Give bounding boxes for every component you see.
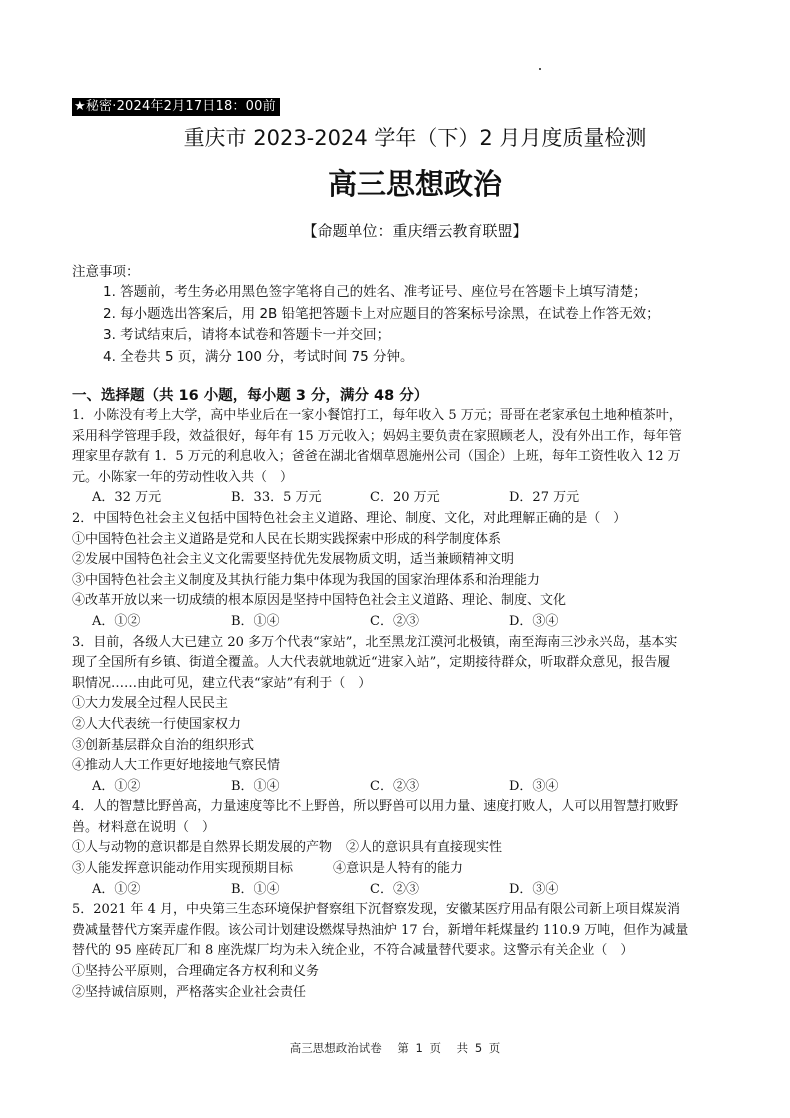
question-stem-line: 采用科学管理手段，效益很好，每年有 15 万元收入；妈妈主要负责在家照顾老人，没有外出工作，每年管	[72, 428, 682, 444]
option-a: A．32 万元	[92, 490, 162, 506]
statement: ③中国特色社会主义制度及其执行能力集中体现为我国的国家治理体系和治理能力	[72, 572, 541, 588]
statement: ①人与动物的意识都是自然界长期发展的产物	[72, 840, 333, 856]
statement: ④改革开放以来一切成绩的根本原因是坚持中国特色社会主义道路、理论、制度、文化	[72, 593, 567, 609]
page-suffix: 页	[429, 1041, 441, 1055]
answer-options	[72, 880, 722, 901]
statement: ②人大代表统一行使国家权力	[72, 716, 242, 732]
question-stem-line: 元。小陈家一年的劳动性收入共（ ）	[72, 469, 294, 485]
question-stem-line: 1．小陈没有考上大学，高中毕业后在一家小餐馆打工，每年收入 5 万元；哥哥在老家承包土地种植茶叶，	[72, 408, 682, 423]
section-title: 一、选择题（共 16 小题，每小题 3 分，满分 48 分）	[72, 388, 429, 404]
question-5	[72, 900, 722, 1003]
statement: ①中国特色社会主义道路是党和人民在长期实践探索中形成的科学制度体系	[72, 531, 502, 547]
subject-title: 高三思想政治	[327, 167, 502, 201]
statement-row	[72, 838, 722, 859]
confidential-label: ★秘密·2024年2月17日18：00前	[72, 98, 280, 116]
notes-heading: 注意事项：	[72, 264, 140, 280]
option-c: C．②③	[370, 613, 419, 629]
option-c: C．20 万元	[370, 490, 440, 506]
statement: ②发展中国特色社会主义文化需要坚持优先发展物质文明，适当兼顾精神文明	[72, 552, 515, 568]
total-prefix: 共	[456, 1041, 469, 1055]
page-footer	[0, 1040, 790, 1056]
answer-options	[72, 488, 722, 509]
stray-dot	[539, 68, 541, 70]
question-1	[72, 406, 722, 509]
answer-options	[72, 777, 722, 798]
option-b: B．①④	[231, 778, 280, 794]
exam-title: 重庆市 2023-2024 学年（下）2 月月度质量检测	[183, 126, 647, 150]
question-2	[72, 509, 722, 633]
answer-options	[72, 612, 722, 633]
footer-page	[397, 1041, 441, 1055]
total-suffix: 页	[488, 1041, 501, 1055]
question-stem-line: 费减量替代方案弄虚作假。该公司计划建设燃煤导热油炉 17 台，新增年耗煤量约 110.9 万吨，但作为减量	[72, 922, 689, 938]
author-unit: 【命题单位：重庆缙云教育联盟】	[302, 222, 528, 240]
option-d: D．③④	[509, 613, 559, 629]
statement-row	[72, 859, 722, 880]
question-stem-line: 兽。材料意在说明（ ）	[72, 819, 216, 835]
note-item: 1. 答题前，考生务必用黑色签字笔将自己的姓名、准考证号、座位号在答题卡上填写清楚；	[103, 284, 647, 300]
statement: ①大力发展全过程人民民主	[72, 696, 229, 712]
question-3	[72, 633, 722, 798]
question-4	[72, 797, 722, 900]
page-prefix: 第	[397, 1041, 409, 1055]
note-item: 4. 全卷共 5 页，满分 100 分，考试时间 75 分钟。	[103, 348, 414, 365]
option-a: A．①②	[92, 881, 141, 897]
option-a: A．①②	[92, 613, 141, 629]
question-stem-line: 3．目前，各级人大已建立 20 多万个代表“家站”，北至黑龙江漠河北极镇，南至海南三沙永兴岛，基本实	[72, 634, 678, 650]
statement: ①坚持公平原则，合理确定各方权利和义务	[72, 964, 320, 980]
note-item: 2. 每小题选出答案后，用 2B 铅笔把答题卡上对应题目的答案标号涂黑，在试卷上作答无效；	[103, 305, 660, 322]
statement: ②坚持诚信原则，严格落实企业社会责任	[72, 984, 307, 1000]
question-stem-line: 现了全国所有乡镇、街道全覆盖。人大代表就地就近“进家入站”，定期接待群众，听取群众意见，报告履	[72, 655, 671, 671]
statement: ③创新基层群众自治的组织形式	[72, 737, 255, 753]
option-b: B．33．5 万元	[231, 490, 322, 506]
question-stem-line: 4．人的智慧比野兽高，力量速度等比不上野兽，所以野兽可以用力量、速度打败人，人可以用智慧打败野	[72, 799, 679, 815]
option-c: C．②③	[370, 881, 419, 897]
question-stem-line: 理家里存款有 1．5 万元的利息收入；爸爸在湖北省烟草恩施州公司（国企）上班，每年工资性收入 12 万	[72, 449, 681, 465]
option-b: B．①④	[231, 881, 280, 897]
option-d: D．③④	[509, 881, 559, 897]
footer-total	[457, 1041, 501, 1055]
option-a: A．①②	[92, 778, 141, 794]
option-d: D．③④	[509, 778, 559, 794]
statement: ②人的意识具有直接现实性	[346, 840, 503, 856]
statement: ③人能发挥意识能动作用实现预期目标	[72, 861, 294, 877]
question-stem-line: 替代的 95 座砖瓦厂和 8 座洗煤厂均为未入统企业，不符合减量替代要求。这警示有关企业（ ）	[72, 943, 634, 959]
statement: ④推动人大工作更好地接地气察民情	[72, 758, 281, 774]
statement: ④意识是人特有的能力	[333, 861, 464, 877]
question-stem-line: 职情况……由此可见，建立代表“家站”有利于（ ）	[72, 675, 372, 691]
footer-doc-name: 高三思想政治试卷	[289, 1041, 382, 1055]
questions-area	[72, 386, 722, 1003]
exam-notes	[72, 262, 660, 368]
option-b: B．①④	[231, 613, 280, 629]
total-pages: 5	[474, 1041, 483, 1055]
option-c: C．②③	[370, 778, 419, 794]
option-d: D．27 万元	[509, 490, 580, 506]
question-stem-line: 2．中国特色社会主义包括中国特色社会主义道路、理论、制度、文化，对此理解正确的是（ ）	[72, 510, 627, 526]
page-number: 1	[415, 1041, 423, 1055]
question-stem-line: 5．2021 年 4 月，中央第三生态环境保护督察组下沉督察发现，安徽某医疗用品有限公司新上项目煤炭消	[72, 902, 681, 918]
note-item: 3. 考试结束后，请将本试卷和答题卡一并交回；	[103, 327, 391, 343]
